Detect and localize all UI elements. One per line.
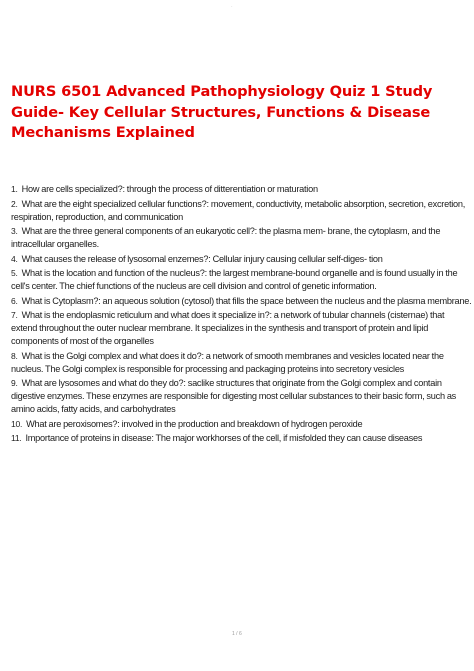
qa-item-1 <box>11 183 472 196</box>
qa-number: 7. <box>11 310 18 320</box>
qa-answer: saclike structures that originate from the Golgi complex and contain digestive enzymes. These enzymes are responsible for digesting most cellular substances to their basic form, such as amino acids, fatty acids, and carbohydrates <box>11 378 457 414</box>
qa-question: What are peroxisomes?: <box>26 418 120 429</box>
qa-number: 1. <box>11 184 18 194</box>
qa-question: What is the location and function of the nucleus?: <box>21 268 207 278</box>
page-number: 1 / 6 <box>232 631 242 637</box>
qa-item-11 <box>11 432 472 445</box>
qa-answer: the largest membrane-bound organelle and is found usually in the cell's center. The chief functions of the nucleus are cell division and control of genetic information. <box>11 268 458 291</box>
qa-question: How are cells specialized?: <box>21 184 125 194</box>
qa-question: What are the eight specialized cellular functions?: <box>21 198 209 209</box>
qa-number: 6. <box>11 295 18 306</box>
qa-answer: The major workhorses of the cell, if misfolded they can cause diseases <box>155 433 423 443</box>
qa-item-4 <box>11 253 472 266</box>
qa-number: 11. <box>11 433 22 443</box>
qa-item-6 <box>11 295 472 308</box>
qa-number: 9. <box>11 378 18 388</box>
qa-answer: an aqueous solution (cytosol) that fills the space between the nucleus and the plasma membrane. <box>102 295 472 306</box>
qa-number: 4. <box>11 253 18 264</box>
qa-question: What are the three general components of an eukaryotic cell?: <box>21 226 257 236</box>
qa-question: What is the Golgi complex and what does it do?: <box>21 350 204 361</box>
qa-number: 5. <box>11 268 18 278</box>
qa-number: 3. <box>11 226 18 236</box>
qa-item-2 <box>11 198 472 224</box>
qa-item-8 <box>11 350 472 376</box>
qa-item-7 <box>11 309 472 348</box>
qa-question: Importance of proteins in disease: <box>25 433 154 443</box>
qa-question: What causes the release of lysosomal enzemes?: <box>21 253 211 264</box>
document-title: NURS 6501 Advanced Pathophysiology Quiz 1 Study Guide- Key Cellular Structures, Functions & Disease Mechanisms Explained <box>11 83 433 141</box>
qa-answer: a network of smooth membranes and vesicles located near the nucleus. The Golgi complex is responsible for processing and packaging proteins into secretory vesicles <box>11 350 444 374</box>
qa-question: What is Cytoplasm?: <box>21 295 101 306</box>
qa-item-3 <box>11 225 472 251</box>
qa-answer: movement, conductivity, metabolic absorption, secretion, excretion, respiration, reproduction, and communication <box>11 198 466 222</box>
qa-answer: involved in the production and breakdown of hydrogen peroxide <box>121 418 363 429</box>
page-top-mark: · <box>231 4 233 10</box>
qa-item-9 <box>11 377 472 416</box>
qa-item-5 <box>11 267 472 293</box>
qa-answer: through the process of ditterentiation or maturation <box>126 184 318 194</box>
qa-question: What are lysosomes and what do they do?: <box>21 378 186 388</box>
qa-answer: a network of tubular channels (cisternae) that extend throughout the outer nuclear membrane. It specializes in the synthesis and transport of protein and lipid components of most of the organelles <box>11 310 445 346</box>
qa-item-10 <box>11 418 472 431</box>
qa-number: 10. <box>11 418 23 429</box>
question-answer-list <box>11 183 472 447</box>
qa-number: 8. <box>11 350 18 361</box>
qa-answer: Cellular injury causing cellular self-diges- tion <box>212 253 383 264</box>
qa-answer: the plasma mem- brane, the cytoplasm, and the intracellular organelles. <box>11 226 441 249</box>
qa-number: 2. <box>11 198 18 209</box>
qa-question: What is the endoplasmic reticulum and what does it specialize in?: <box>21 310 272 320</box>
